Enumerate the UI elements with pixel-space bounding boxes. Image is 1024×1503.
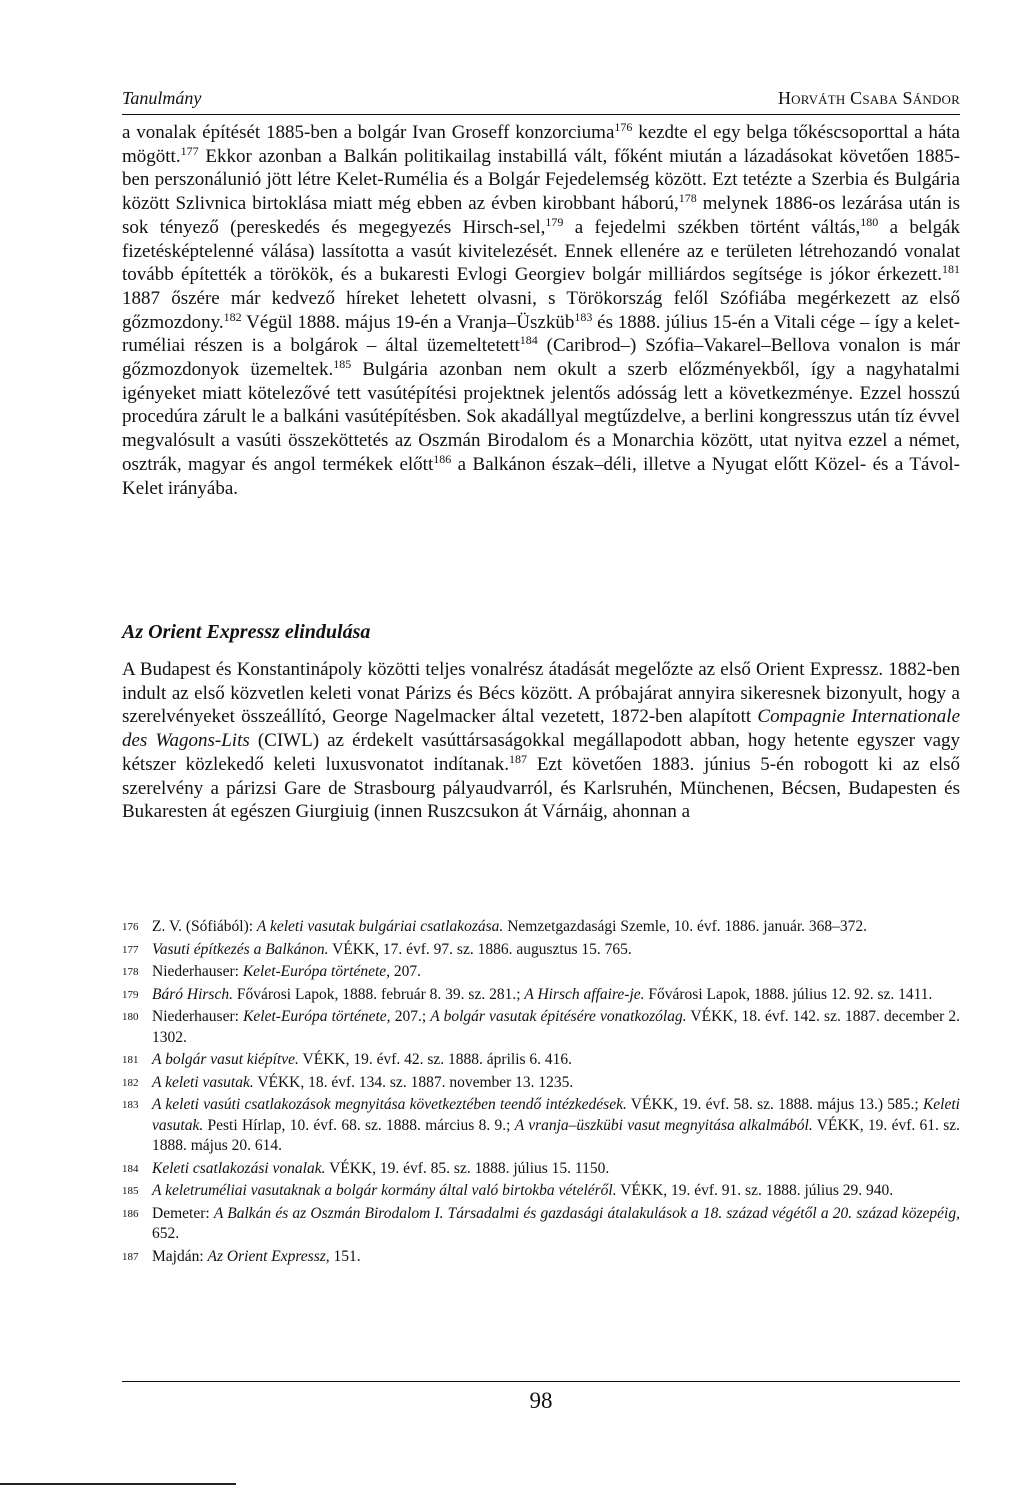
text-run: Pesti Hírlap, 10. évf. 68. sz. 1888. március 8. 9.; [203,1116,515,1134]
author-name: Horváth Csaba Sándor [777,88,960,108]
footnote-item [122,1073,960,1094]
text-run: a fejedelmi székben történt váltás, [563,216,861,238]
text-run: Demeter: [152,1204,214,1222]
text-run: VÉKK, 18. évf. 142. sz. 1887. december 2. 1302. [152,1008,960,1046]
section-heading: Az Orient Expressz elindulása [122,621,371,643]
italic-text: A Hirsch affaire-je. [524,985,645,1003]
text-run: 207.; [390,1008,431,1025]
italic-text: A keleti vasutak. [152,1073,254,1091]
footnote-number: 179 [122,988,139,1001]
footnote-ref: 187 [509,751,527,766]
italic-text: Az Orient Expressz, [207,1247,330,1265]
italic-text: Compagnie Internationale des Wagons-Lits [122,706,961,752]
footnote-item [122,940,960,961]
footnote-item [122,917,960,938]
italic-text: Keleti csatlakozási vonalak. [152,1159,326,1177]
text-run: VÉKK, 19. évf. 91. sz. 1888. július 29. 940. [616,1182,894,1199]
footnote-number: 177 [122,943,139,956]
text-run: Ezt követően 1883. június 5-én robogott ki az első szerelvény a párizsi Gare de Strasbourg pályaudvarról, és Karlsruhén, Münchenen, Bécsen, Budapesten és Bukaresten át egészen Giurgiuig (innen Ruszcsukon át Várnáig, ahonnan a [122,753,960,823]
text-run: Nemzetgazdasági Szemle, 10. évf. 1886. január. 368–372. [503,918,868,935]
footnote-ref: 182 [223,309,242,324]
text-run: Fővárosi Lapok, 1888. február 8. 39. sz. 281.; [232,985,525,1003]
text-run: Z. V. (Sófiából): [152,918,257,935]
text-run: 652. [152,1225,180,1242]
text-run: Ekkor azonban a Balkán politikailag instabillá vált, főként miután a lázadásokat követően 1885-ben perszonálunió jött létre Kelet-Rumélia és a Bolgár Fejedelemség között. Ezt tetézte a Szerbia és Bulgária között Szlivnica birtoklása miatt még ebben az évben kirobbant háború, [122,145,960,215]
footnote-number: 184 [122,1162,139,1175]
footnote-number: 176 [122,921,139,933]
text-run: a vonalak építését 1885-ben a bolgár Ivan Groseff konzorciuma [122,122,615,143]
text-run: Fővárosi Lapok, 1888. július 12. 92. sz. 1411. [644,985,933,1003]
text-run: Niederhauser: [152,963,243,980]
footnote-ref: 185 [333,357,352,372]
footnote-ref: 180 [860,214,879,229]
text-run: a belgák fizetésképtelenné válása) lassította a vasút kivitelezését. Ennek ellenére az e területen létrehozandó vonalat tovább építették a törökök, és a bukaresti Evlogi Georgiev bolgár milliárdos segítsége is jókor érkezett. [122,216,960,286]
text-run: VÉKK, 18. évf. 134. sz. 1887. november 13. 1235. [253,1073,574,1091]
text-run: VÉKK, 19. évf. 61. sz. 1888. május 20. 614. [152,1116,960,1154]
footnote-ref: 181 [942,262,960,277]
footnote-number: 185 [122,1185,139,1197]
italic-text: Vasuti építkezés a Balkánon. [152,940,329,958]
text-run: kezdte el egy belga tőkéscsoporttal a háta mögött. [122,122,960,167]
text-run: 207. [390,963,422,980]
italic-text: A keletruméliai vasutaknak a bolgár kormány által való birtokba vételéről. [152,1182,617,1199]
text-run: Bulgária azonban nem okult a szerb előzményekből, így a nagyhatalmi igényeket miatt kötelezővé tett vasútépítési projektnek jelentős adósság lett a következménye. Ezzel hosszú procedúra zárult le a balkáni vasútépítésben. Sok akadállyal megtűzdelve, a berlini kongresszus után tíz évvel megvalósult a vasúti összeköttetés az Oszmán Birodalom és a Monarchia között, utat nyitva ezzel a német, osztrák, magyar és angol termékek előtt [122,359,960,475]
text-run: Végül 1888. május 19-én a Vranja–Üszküb [241,311,575,333]
italic-text: A keleti vasúti csatlakozások megnyitása következtében teendő intézkedések. [152,1096,627,1113]
footnote-item [122,962,960,983]
footnote-item [122,1181,960,1202]
text-run: VÉKK, 19. évf. 58. sz. 1888. május 13.) 585.; [626,1096,923,1113]
footnote-number: 182 [122,1076,139,1089]
text-run: 151. [329,1247,361,1265]
footnote-ref: 177 [180,143,199,158]
italic-text: A vranja–üszkübi vasut megnyitása alkalmából. [514,1116,813,1134]
italic-text: A bolgár vasut kiépítve. [152,1051,299,1068]
text-run: (CIWL) az érdekelt vasúttársaságokkal megállapodott abban, hogy hetente egyszer vagy kétszer közlekedő keleti luxusvonatot indítanak. [122,730,961,775]
text-run: a Balkánon észak–déli, illetve a Nyugat előtt Közel- és a Távol-Kelet irányába. [122,453,960,499]
footnote-ref: 184 [519,333,538,348]
italic-text: Báró Hirsch. [152,985,233,1003]
footnote-number: 187 [122,1250,139,1263]
footnote-rule [122,1381,960,1382]
footnote-number: 178 [122,966,139,978]
text-run: 1887 őszére már kedvező híreket lehetett olvasni, s Törökország felől Szófiába megérkezett az első gőzmozdony. [122,287,960,333]
text-run: és 1888. július 15-én a Vitali cége – így a kelet-ruméliai részen is a bolgárok – által üzemeltetett [122,311,960,357]
footnote-number: 183 [122,1099,139,1111]
footnote-item [122,1095,960,1157]
journal-section-label: Tanulmány [122,88,202,108]
text-run: Majdán: [152,1247,208,1265]
footnote-ref: 186 [433,451,452,466]
italic-text: Keleti vasutak. [152,1096,960,1134]
text-run: A Budapest és Konstantinápoly közötti teljes vonalrész átadását megelőzte az első Orient Expressz. 1882-ben indult az első közvetlen keleti vonat Párizs és Bécs között. A próbajárat annyira sikeresnek bizonyult, hogy a szerelvényeket összeállító, George Nagelmacker által vezetett, 1872-ben alapított [122,659,960,728]
scan-artifact-line [0,1483,236,1485]
italic-text: Kelet-Európa története, [242,963,391,980]
italic-text: A bolgár vasutak épitésére vonatkozólag. [430,1008,687,1025]
running-head [122,88,960,109]
body-paragraph [122,121,960,500]
footnote-ref: 179 [545,214,564,229]
footnote-number: 181 [122,1054,139,1066]
text-run: VÉKK, 19. évf. 85. sz. 1888. július 15. 1150. [325,1159,610,1177]
footnote-item [122,1247,960,1268]
italic-text: Kelet-Európa története, [243,1008,391,1025]
footnote-item [122,1050,960,1071]
footnote-ref: 183 [574,309,593,324]
footnotes [122,917,960,1269]
text-run: VÉKK, 17. évf. 97. sz. 1886. augusztus 15. 765. [328,940,632,958]
header-rule [122,114,960,115]
text-run: (Caribrod–) Szófia–Vakarel–Bellova vonalon is már gőzmozdonyok üzemeltek. [122,335,960,381]
footnote-item [122,1007,960,1048]
footnote-item [122,1204,960,1245]
footnote-number: 180 [122,1011,139,1023]
italic-text: A Balkán és az Oszmán Birodalom I. Társadalmi és gazdasági átalakulások a 18. század végétől a 20. század közepéig, [213,1204,960,1222]
footnote-item [122,985,960,1006]
text-run: melynek 1886-os lezárása után is sok tényező (pereskedés és megegyezés Hirsch-sel, [122,193,960,238]
text-run: Niederhauser: [152,1008,244,1025]
italic-text: A keleti vasutak bulgáriai csatlakozása. [256,918,504,935]
page-number: 98 [529,1388,553,1413]
text-run: VÉKK, 19. évf. 42. sz. 1888. április 6. 416. [298,1051,573,1068]
body-paragraph [122,658,960,824]
footnote-item [122,1159,960,1180]
footnote-ref: 176 [614,120,633,134]
footnote-number: 186 [122,1207,139,1220]
footnote-ref: 178 [678,191,697,206]
